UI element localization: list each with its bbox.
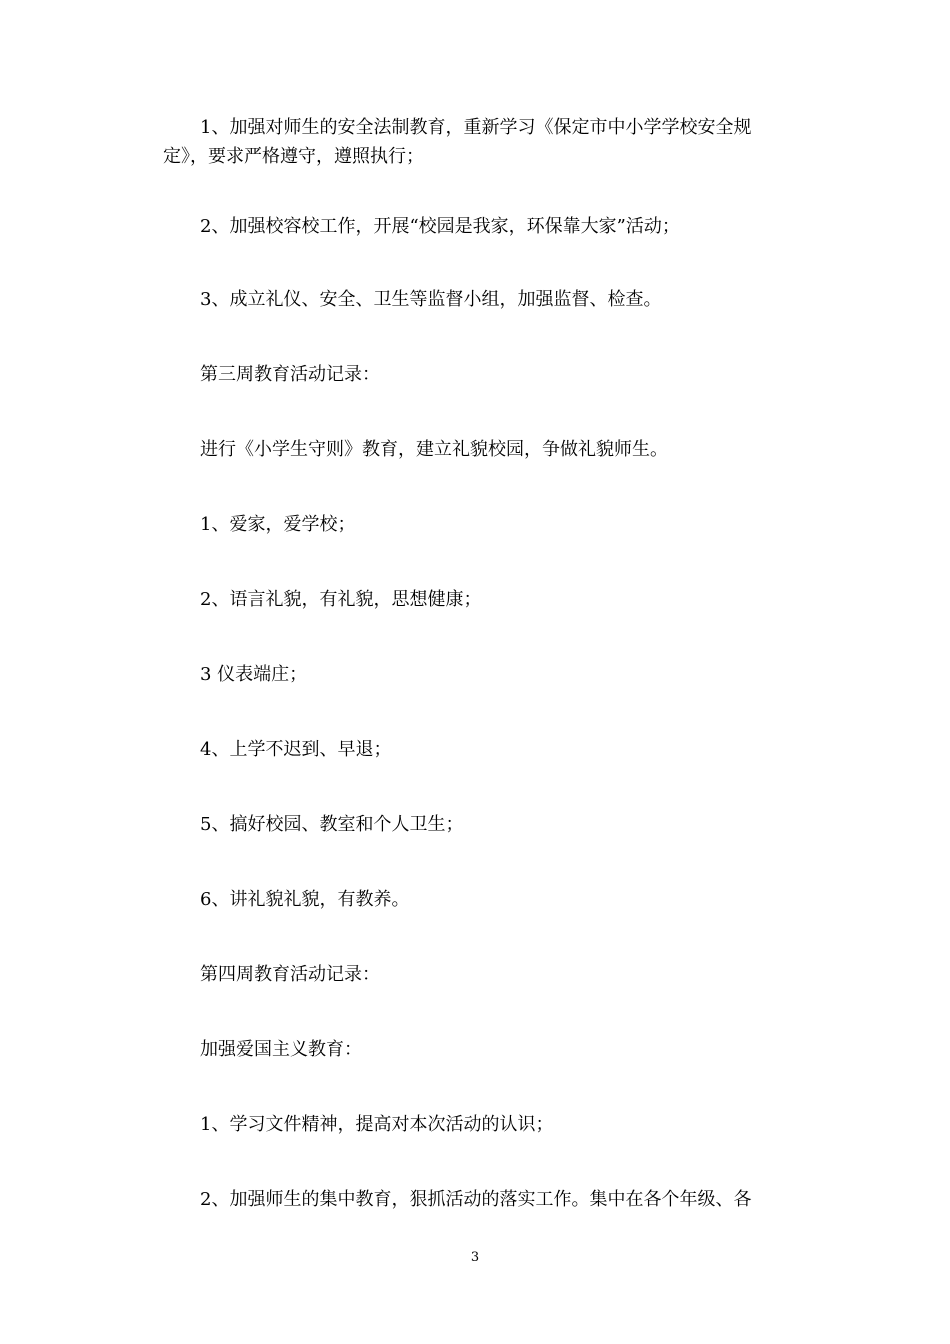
list-item-courtesy: 6、讲礼貌礼貌，有教养。 bbox=[200, 889, 410, 910]
list-item-punctuality: 4、上学不迟到、早退； bbox=[200, 739, 392, 760]
list-item-appearance: 3 仪表端庄； bbox=[200, 664, 308, 685]
list-item-hygiene: 5、搞好校园、教室和个人卫生； bbox=[200, 814, 464, 835]
paragraph-student-code: 进行《小学生守则》教育，建立礼貌校园，争做礼貌师生。 bbox=[200, 439, 668, 460]
paragraph-campus-environment: 2、加强校容校工作，开展“校园是我家，环保靠大家”活动； bbox=[200, 216, 680, 237]
paragraph-safety-education: 1、加强对师生的安全法制教育，重新学习《保定市中小学学校安全规定》，要求严格遵守，遵照执行； bbox=[163, 117, 752, 167]
paragraph-patriotic-education: 加强爱国主义教育： bbox=[200, 1039, 362, 1060]
heading-week-three: 第三周教育活动记录： bbox=[200, 364, 380, 385]
list-item-centralized-education: 2、加强师生的集中教育，狠抓活动的落实工作。集中在各个年级、各 bbox=[200, 1189, 752, 1210]
page-number: 3 bbox=[470, 1250, 480, 1265]
paragraph-supervision-groups: 3、成立礼仪、安全、卫生等监督小组，加强监督、检查。 bbox=[200, 289, 662, 310]
list-item-polite-language: 2、语言礼貌，有礼貌，思想健康； bbox=[200, 589, 482, 610]
list-item-study-documents: 1、学习文件精神，提高对本次活动的认识； bbox=[200, 1114, 554, 1135]
heading-week-four: 第四周教育活动记录： bbox=[200, 964, 380, 985]
list-item-love-home: 1、爱家，爱学校； bbox=[200, 514, 356, 535]
